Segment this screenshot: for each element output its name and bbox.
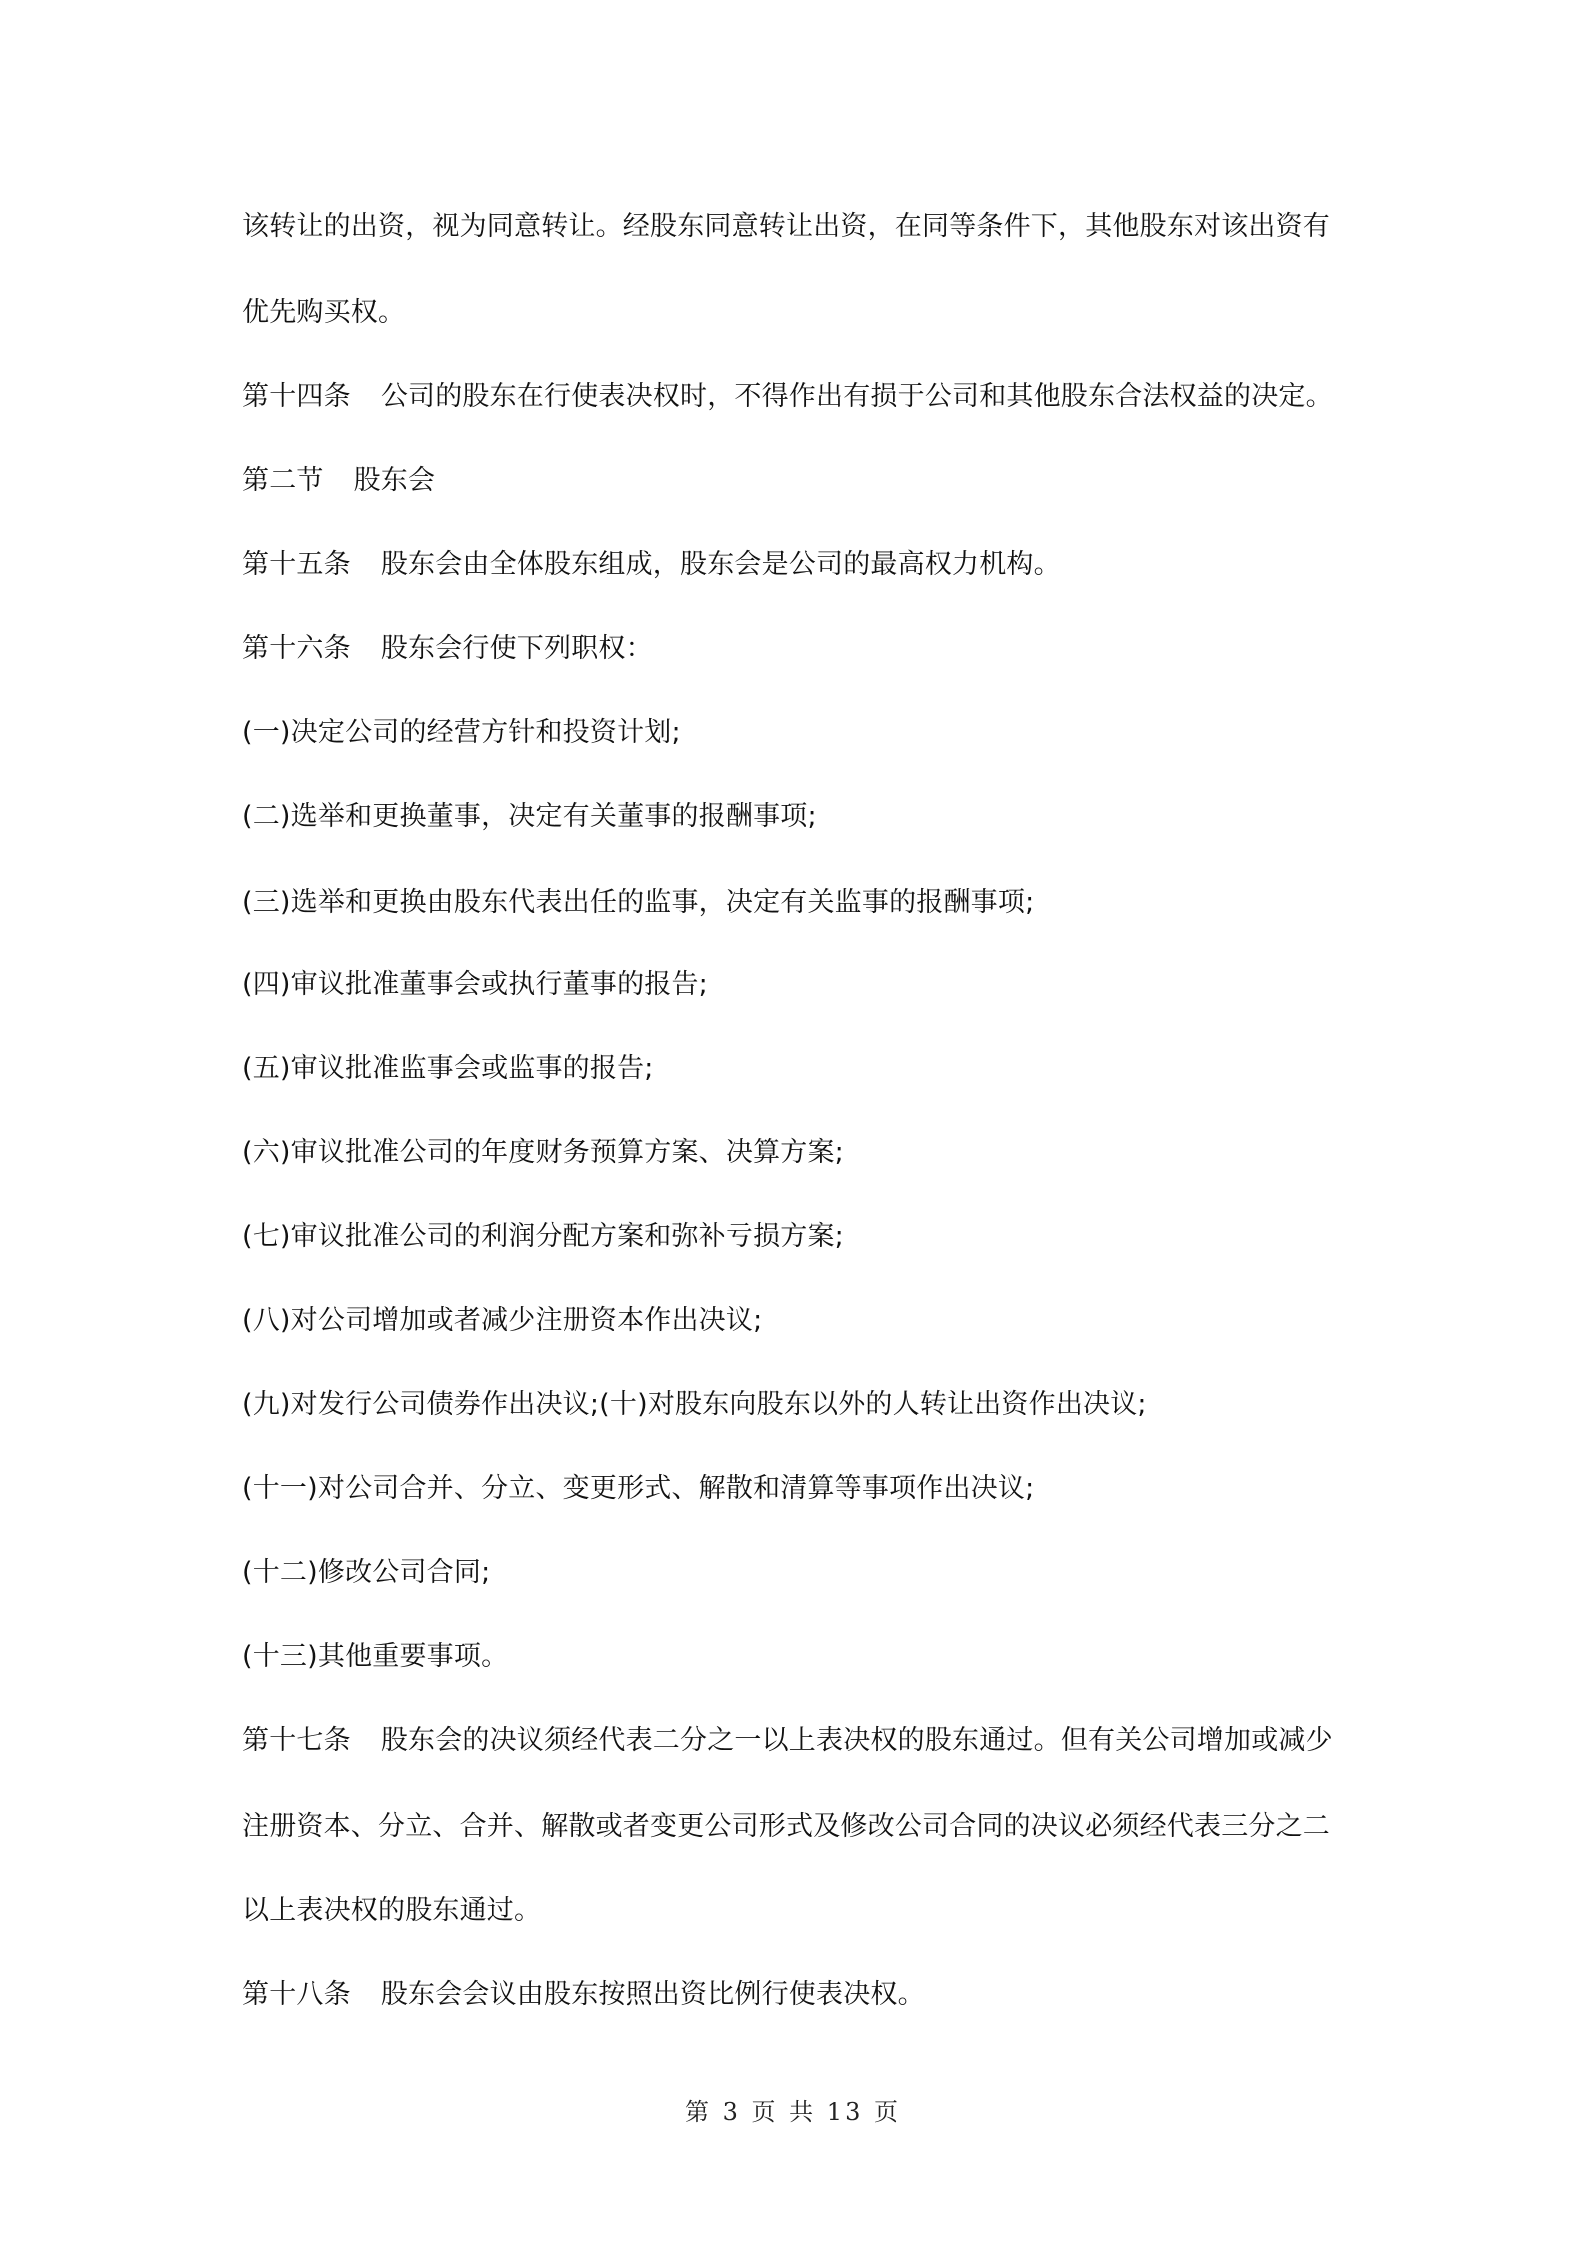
list-item [242, 968, 1362, 1002]
article-16 [242, 632, 1362, 666]
list-item [242, 716, 1362, 750]
section-title: 股东会 [353, 465, 436, 496]
article-18 [242, 1978, 1362, 2012]
list-item-text: (七)审议批准公司的利润分配方案和弥补亏损方案; [242, 1221, 844, 1252]
list-item [242, 1640, 1362, 1674]
list-item-text: (一)决定公司的经营方针和投资计划; [242, 717, 681, 748]
list-item [242, 1388, 1362, 1422]
list-item [242, 1136, 1362, 1170]
article-text: 股东会行使下列职权： [380, 633, 653, 664]
list-item [242, 1220, 1362, 1254]
article-text: 公司的股东在行使表决权时，不得作出有损于公司和其他股东合法权益的决定。 [380, 381, 1333, 412]
list-item [242, 1556, 1362, 1590]
list-item-text: (八)对公司增加或者减少注册资本作出决议; [242, 1305, 763, 1336]
article-label: 第十五条 [242, 549, 351, 580]
list-item [242, 800, 1362, 834]
article-text: 股东会由全体股东组成，股东会是公司的最高权力机构。 [380, 549, 1061, 580]
list-item-text: (二)选举和更换董事，决定有关董事的报酬事项; [242, 801, 817, 832]
list-item-text: (十二)修改公司合同; [242, 1557, 491, 1588]
page-number-footer: 第 3 页 共 13 页 [685, 2098, 901, 2126]
article-14 [242, 380, 1362, 414]
list-item-text: (六)审议批准公司的年度财务预算方案、决算方案; [242, 1137, 844, 1168]
list-item-text: (五)审议批准监事会或监事的报告; [242, 1053, 654, 1084]
article-text: 股东会会议由股东按照出资比例行使表决权。 [380, 1979, 925, 2010]
list-item-text: (四)审议批准董事会或执行董事的报告; [242, 969, 708, 1000]
list-item [242, 886, 1362, 920]
list-item-text: (三)选举和更换由股东代表出任的监事，决定有关监事的报酬事项; [242, 887, 1035, 918]
line-text: 优先购买权。 [242, 297, 406, 328]
section-heading [242, 464, 1362, 498]
paragraph-line [242, 1810, 1362, 1844]
line-text: 该转让的出资，视为同意转让。经股东同意转让出资，在同等条件下，其他股东对该出资有 [242, 211, 1330, 242]
list-item-text: (九)对发行公司债券作出决议;(十)对股东向股东以外的人转让出资作出决议; [242, 1389, 1147, 1420]
line-text: 注册资本、分立、合并、解散或者变更公司形式及修改公司合同的决议必须经代表三分之二 [242, 1811, 1330, 1842]
article-label: 第十四条 [242, 381, 351, 412]
list-item [242, 1304, 1362, 1338]
article-label: 第十六条 [242, 633, 351, 664]
line-text: 以上表决权的股东通过。 [242, 1895, 542, 1926]
paragraph-line [242, 210, 1362, 244]
list-item-text: (十三)其他重要事项。 [242, 1641, 509, 1672]
list-item-text: (十一)对公司合并、分立、变更形式、解散和清算等事项作出决议; [242, 1473, 1035, 1504]
paragraph-line [242, 1894, 1362, 1928]
article-label: 第十七条 [242, 1725, 351, 1756]
article-text: 股东会的决议须经代表二分之一以上表决权的股东通过。但有关公司增加或减少 [380, 1725, 1333, 1756]
paragraph-line [242, 296, 1362, 330]
section-label: 第二节 [242, 465, 324, 496]
list-item [242, 1052, 1362, 1086]
article-label: 第十八条 [242, 1979, 351, 2010]
article-17 [242, 1724, 1362, 1758]
list-item [242, 1472, 1362, 1506]
article-15 [242, 548, 1362, 582]
